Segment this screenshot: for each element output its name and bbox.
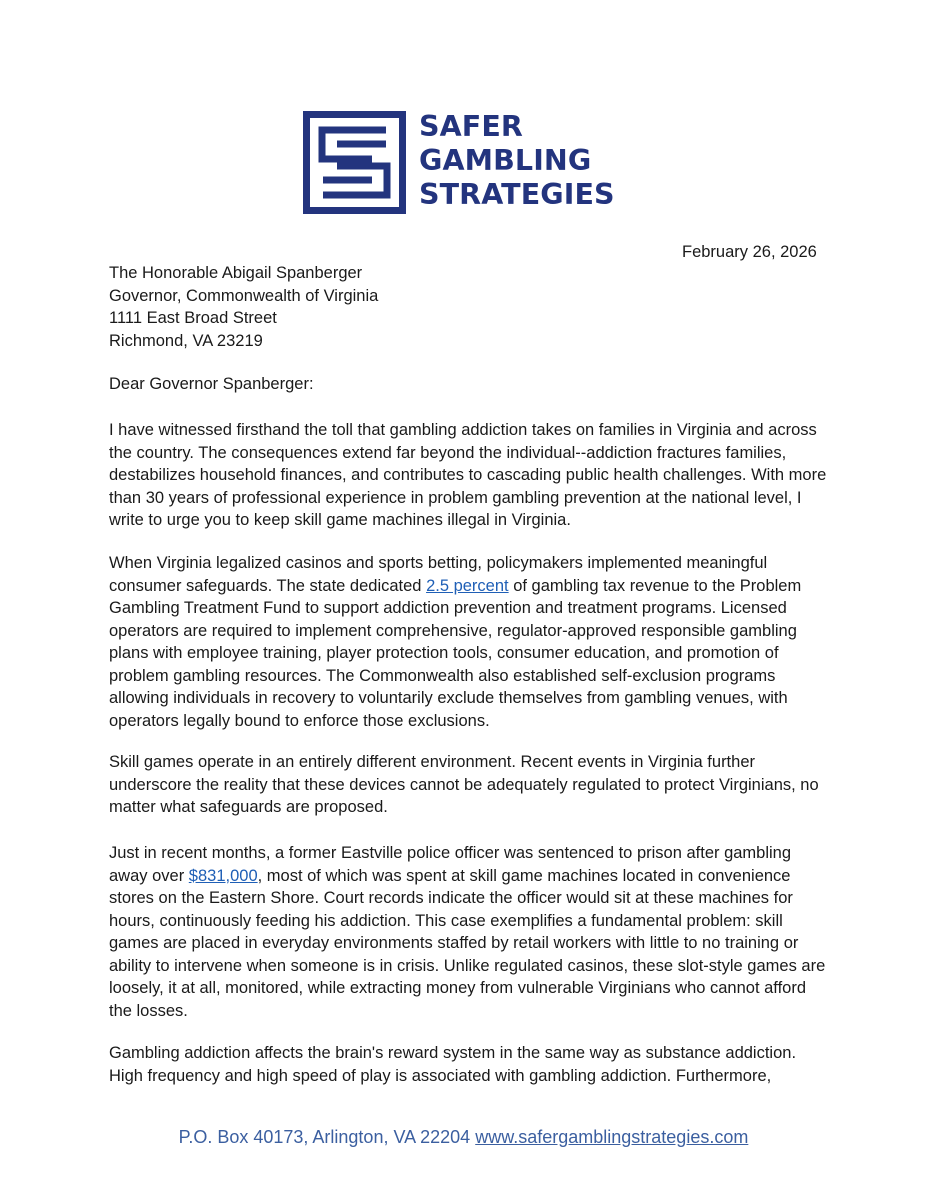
paragraph-addiction: Gambling addiction affects the brain's reward system in the same way as substance addiction. High frequency and high speed of play is associated with gambling addiction. Furthermore, <box>109 1044 797 1085</box>
paragraph-intro: I have witnessed firsthand the toll that gambling addiction takes on families in Virginia and across the country. The consequences extend far beyond the individual--addiction fractures families, destabilizes household finances, and contributes to cascading public health challenges. With more than 30 years of professional experience in problem gambling prevention at the national level, I write to urge you to keep skill game machines illegal in Virginia. <box>109 421 827 529</box>
recipient-street: 1111 East Broad Street <box>109 309 277 327</box>
website-link[interactable]: www.safergamblingstrategies.com <box>475 1127 749 1147</box>
paragraph-safeguards-text-2: of gambling tax revenue to the Problem Gambling Treatment Fund to support addiction prevention and treatment programs. Licensed operators are required to implement comprehensive, regulator-approved responsible gambling plans with employee training, player protection tools, consumer education, and promotion of problem gambling resources. The Commonwealth also established self-exclusion programs allowing individuals in recovery to voluntarily exclude themselves from gambling venues, with operators legally bound to enforce those exclusions. <box>109 576 802 730</box>
letterhead-logo <box>303 111 638 215</box>
brand-wordmark <box>419 110 639 212</box>
recipient-address <box>109 262 378 352</box>
percent-link[interactable]: 2.5 percent <box>426 576 509 595</box>
letterhead-footer <box>0 1125 927 1149</box>
letter-date: February 26, 2026 <box>682 243 817 261</box>
salutation: Dear Governor Spanberger: <box>109 375 314 393</box>
recipient-title: Governor, Commonwealth of Virginia <box>109 286 379 305</box>
paragraph-case <box>109 842 829 1022</box>
brand-line-2: GAMBLING <box>419 144 592 177</box>
brand-line-3: STRATEGIES <box>419 178 615 211</box>
paragraph-skill-games: Skill games operate in an entirely different environment. Recent events in Virginia further underscore the reality that these devices cannot be adequately regulated to protect Virginians, no matter what safeguards are proposed. <box>109 753 819 816</box>
maze-s-logo-icon <box>303 111 406 214</box>
paragraph-case-text-1: Just in recent months, a former Eastville police officer was sentenced to prison after gambling away over <box>109 844 792 885</box>
paragraph-safeguards-text-1: When Virginia legalized casinos and sports betting, policymakers implemented meaningful consumer safeguards. The state dedicated <box>109 554 768 595</box>
footer-address: P.O. Box 40173, Arlington, VA 22204 <box>178 1127 471 1147</box>
paragraph-case-text-2: , most of which was spent at skill game machines located in convenience stores on the Eastern Shore. Court records indicate the officer would sit at these machines for hours, continuously feeding his addiction. This case exemplifies a fundamental problem: skill games are placed in everyday environments staffed by retail workers with little to no training or ability to intervene when someone is in crisis. Unlike regulated casinos, these slot-style games are loosely, it at all, monitored, while extracting money from vulnerable Virginians who cannot afford the losses. <box>109 866 826 1020</box>
amount-link[interactable]: $831,000 <box>188 866 258 885</box>
paragraph-safeguards <box>109 552 829 732</box>
recipient-name: The Honorable Abigail Spanberger <box>109 264 363 282</box>
recipient-city: Richmond, VA 23219 <box>109 331 263 350</box>
brand-line-1: SAFER <box>419 110 523 143</box>
